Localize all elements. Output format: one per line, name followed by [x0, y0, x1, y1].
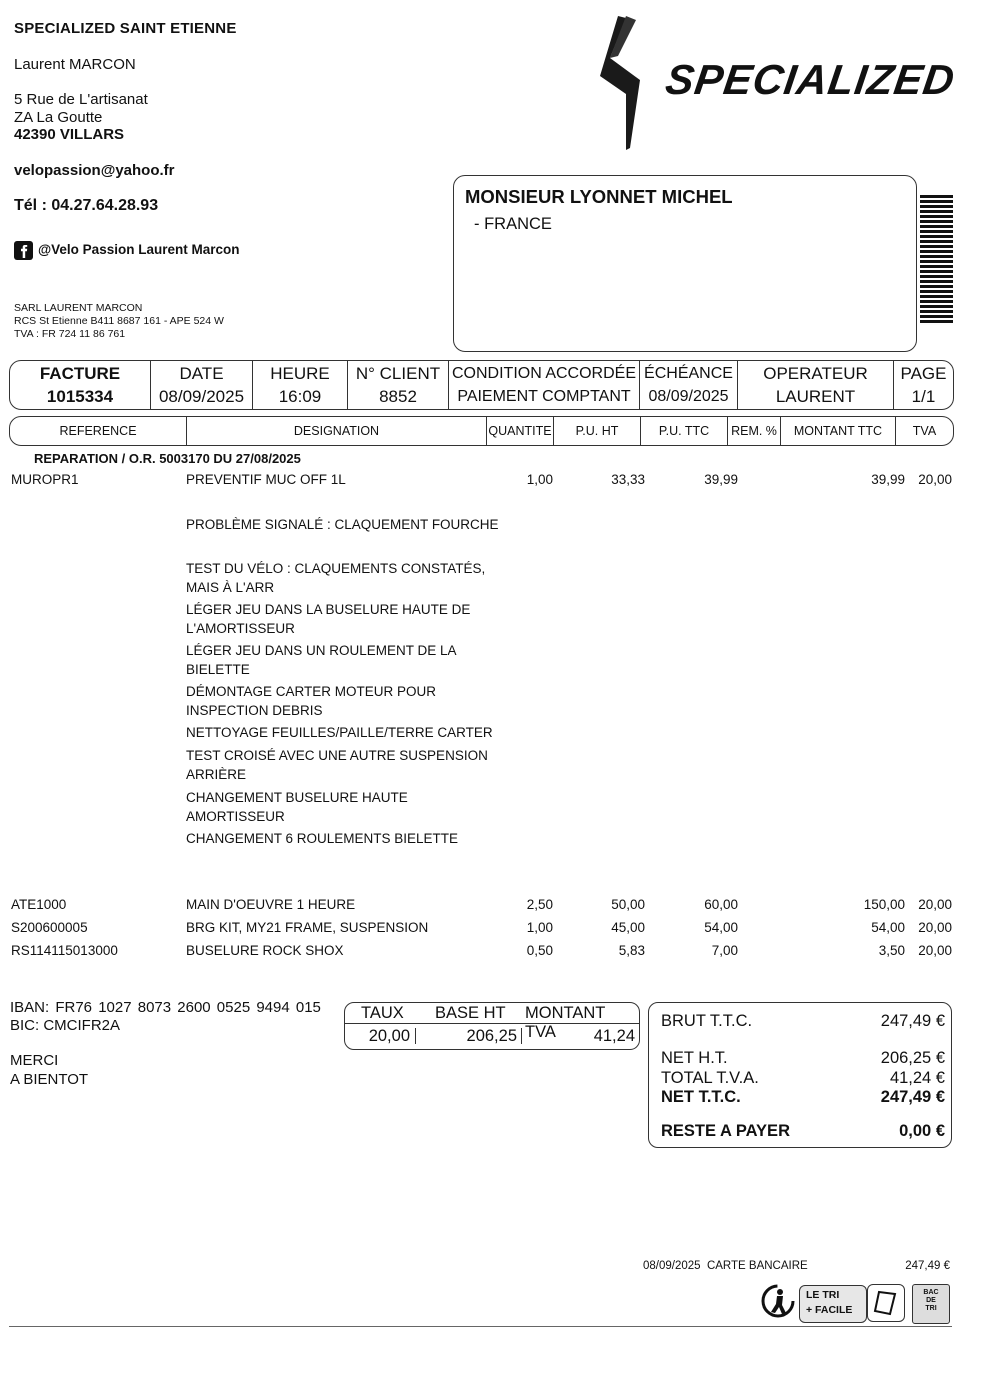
seller-city: 42390 VILLARS	[14, 126, 125, 143]
total-tva-label: TOTAL T.V.A.	[661, 1069, 759, 1087]
total-net-ttc-row	[661, 1088, 945, 1107]
seller-contact: Laurent MARCON	[14, 56, 136, 73]
total-net-ht-row	[661, 1049, 945, 1068]
client-number-value: 8852	[379, 387, 417, 406]
total-net-ttc-value: 247,49 €	[880, 1088, 945, 1106]
row-montant: 3,50	[878, 943, 905, 958]
total-brut-label: BRUT T.T.C.	[661, 1012, 753, 1030]
triman-icon	[760, 1283, 796, 1319]
col-pu-ht: P.U. HT	[554, 417, 641, 445]
row-ref: ATE1000	[11, 897, 67, 912]
client-number-cell	[348, 361, 449, 409]
client-address-box	[453, 175, 917, 352]
condition-label: CONDITION ACCORDÉE	[451, 365, 636, 382]
facebook-icon	[14, 241, 33, 260]
col-montant-ttc: MONTANT TTC	[781, 417, 896, 445]
echeance-label: ÉCHÉANCE	[644, 365, 733, 382]
reste-a-payer-row	[661, 1122, 945, 1141]
le-tri-badge	[799, 1285, 867, 1323]
row-ref: S200600005	[11, 920, 88, 935]
row-pu-ht: 45,00	[611, 920, 645, 935]
heure-label: HEURE	[270, 364, 330, 383]
reste-a-payer-value: 0,00 €	[899, 1122, 945, 1140]
legal-line-3: TVA : FR 724 11 86 761	[14, 328, 126, 340]
row-designation: PREVENTIF MUC OFF 1L	[186, 472, 346, 487]
total-net-ht-label: NET H.T.	[661, 1049, 728, 1067]
row-qty: 0,50	[526, 943, 553, 958]
facture-cell	[10, 361, 151, 409]
operateur-label: OPERATEUR	[763, 364, 868, 383]
vat-base-label: BASE HT	[435, 1004, 506, 1022]
specialized-wordmark: SPECIALIZED	[662, 56, 959, 103]
description-line: INSPECTION DEBRIS	[186, 703, 323, 718]
echeance-cell	[640, 361, 738, 409]
vat-summary-box	[344, 1002, 640, 1050]
line-items-header	[9, 416, 954, 446]
heure-value: 16:09	[278, 387, 322, 406]
payment-amount: 247,49 €	[905, 1260, 950, 1272]
invoice-header-table	[9, 360, 954, 410]
vat-base-value: 206,25	[466, 1027, 517, 1045]
client-number-label: N° CLIENT	[355, 364, 441, 383]
col-pu-ttc: P.U. TTC	[641, 417, 728, 445]
reste-a-payer-label: RESTE A PAYER	[661, 1122, 790, 1140]
barcode	[920, 195, 953, 325]
facture-number: 1015334	[46, 387, 114, 406]
description-line: TEST CROISÉ AVEC UNE AUTRE SUSPENSION	[186, 748, 488, 763]
bac-de-tri-label: BAC DE TRI	[923, 1289, 939, 1312]
total-net-ttc-label: NET T.T.C.	[661, 1088, 741, 1106]
seller-email: velopassion@yahoo.fr	[14, 162, 175, 179]
description-line: DÉMONTAGE CARTER MOTEUR POUR	[186, 684, 437, 699]
description-line: MAIS À L'ARR	[186, 580, 275, 595]
vat-taux-label: TAUX	[361, 1004, 404, 1022]
description-line: LÉGER JEU DANS LA BUSELURE HAUTE DE	[186, 602, 471, 617]
client-name: MONSIEUR LYONNET MICHEL	[465, 186, 733, 207]
description-line: CHANGEMENT BUSELURE HAUTE	[186, 790, 408, 805]
row-montant: 39,99	[871, 472, 905, 487]
repair-order-title: REPARATION / O.R. 5003170 DU 27/08/2025	[34, 451, 301, 466]
condition-value: PAIEMENT COMPTANT	[457, 388, 631, 405]
description-line: L'AMORTISSEUR	[186, 621, 295, 636]
description-line: ARRIÈRE	[186, 767, 247, 782]
iban: IBAN: FR76 1027 8073 2600 0525 9494 015	[10, 999, 321, 1016]
total-brut-value: 247,49 €	[880, 1012, 945, 1030]
total-tva-row	[661, 1069, 945, 1088]
description-line: AMORTISSEUR	[186, 809, 285, 824]
row-montant: 150,00	[863, 897, 905, 912]
vat-sep	[415, 1028, 416, 1044]
row-qty: 1,00	[526, 920, 553, 935]
total-brut-row	[661, 1012, 945, 1031]
col-tva: TVA	[912, 424, 937, 438]
row-qty: 1,00	[526, 472, 553, 487]
bic: BIC: CMCIFR2A	[10, 1017, 121, 1034]
seller-address2: ZA La Goutte	[14, 109, 103, 126]
row-montant: 54,00	[871, 920, 905, 935]
shop-name: SPECIALIZED SAINT ETIENNE	[14, 20, 237, 37]
echeance-value: 08/09/2025	[648, 388, 729, 405]
description-line: CHANGEMENT 6 ROULEMENTS BIELETTE	[186, 831, 459, 846]
vat-montant-label: MONTANT TVA	[525, 1004, 606, 1041]
description-line: LÉGER JEU DANS UN ROULEMENT DE LA	[186, 643, 457, 658]
row-tva: 20,00	[918, 472, 952, 487]
tri-line-2: + FACILE	[806, 1304, 853, 1316]
facture-label: FACTURE	[39, 364, 121, 383]
row-pu-ht: 33,33	[611, 472, 645, 487]
description-line: PROBLÈME SIGNALÉ : CLAQUEMENT FOURCHE	[186, 517, 499, 532]
operateur-value: LAURENT	[775, 387, 856, 406]
row-tva: 20,00	[918, 920, 952, 935]
bottom-rule	[9, 1326, 952, 1327]
row-tva: 20,00	[918, 897, 952, 912]
page-label: PAGE	[900, 364, 947, 383]
row-pu-ttc: 54,00	[704, 920, 738, 935]
col-remise: REM. %	[728, 417, 781, 445]
row-pu-ttc: 39,99	[704, 472, 738, 487]
date-label: DATE	[179, 364, 224, 383]
bin-icon	[912, 1284, 950, 1324]
total-tva-value: 41,24 €	[889, 1069, 945, 1087]
paper-icon	[867, 1284, 905, 1322]
row-pu-ttc: 60,00	[704, 897, 738, 912]
description-line: TEST DU VÉLO : CLAQUEMENTS CONSTATÉS,	[186, 561, 486, 576]
row-pu-ht: 50,00	[611, 897, 645, 912]
col-quantite: QUANTITE	[487, 417, 554, 445]
col-designation: DESIGNATION	[187, 417, 487, 445]
date-value: 08/09/2025	[158, 387, 245, 406]
total-net-ht-value: 206,25 €	[880, 1049, 945, 1067]
row-designation: BUSELURE ROCK SHOX	[186, 943, 344, 958]
page-cell	[894, 361, 953, 409]
row-pu-ht: 5,83	[618, 943, 645, 958]
vat-sep	[521, 1028, 522, 1044]
condition-cell	[449, 361, 640, 409]
description-line: BIELETTE	[186, 662, 250, 677]
description-line: NETTOYAGE FEUILLES/PAILLE/TERRE CARTER	[186, 725, 493, 740]
heure-cell	[253, 361, 348, 409]
client-country: - FRANCE	[474, 215, 552, 233]
vat-taux-value: 20,00	[368, 1027, 410, 1045]
thanks-line-1: MERCI	[10, 1052, 59, 1069]
date-cell	[151, 361, 253, 409]
row-qty: 2,50	[526, 897, 553, 912]
row-designation: MAIN D'OEUVRE 1 HEURE	[186, 897, 356, 912]
facebook-page: @Velo Passion Laurent Marcon	[38, 242, 240, 257]
thanks-line-2: A BIENTOT	[10, 1071, 89, 1088]
row-ref: RS114115013000	[11, 943, 118, 958]
vat-montant-value: 41,24	[593, 1027, 635, 1045]
seller-phone: Tél : 04.27.64.28.93	[14, 197, 159, 214]
row-tva: 20,00	[918, 943, 952, 958]
specialized-s-logo-icon	[596, 14, 658, 152]
legal-line-2: RCS St Etienne B411 8687 161 - APE 524 W	[14, 315, 224, 327]
operateur-cell	[738, 361, 894, 409]
seller-address1: 5 Rue de L'artisanat	[14, 91, 148, 108]
totals-box	[648, 1002, 952, 1148]
row-ref: MUROPR1	[11, 472, 79, 487]
row-designation: BRG KIT, MY21 FRAME, SUSPENSION	[186, 920, 429, 935]
tri-line-1: LE TRI	[806, 1289, 840, 1301]
row-pu-ttc: 7,00	[711, 943, 738, 958]
col-reference: REFERENCE	[10, 417, 187, 445]
legal-line-1: SARL LAURENT MARCON	[14, 302, 143, 314]
page-value: 1/1	[911, 387, 936, 406]
payment-method: 08/09/2025 CARTE BANCAIRE	[643, 1260, 808, 1272]
